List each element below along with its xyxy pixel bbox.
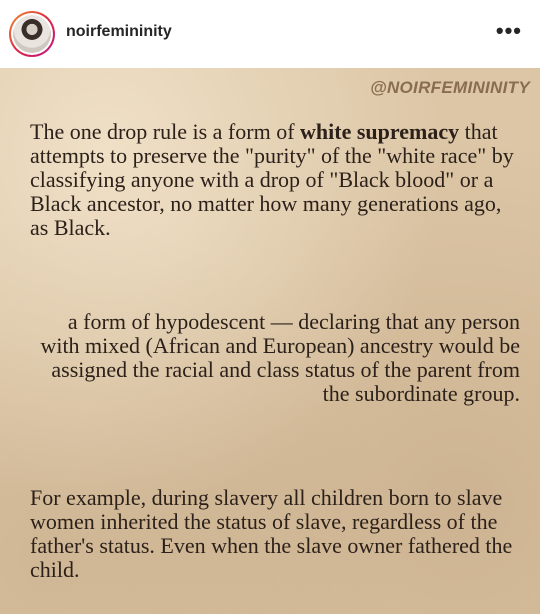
username-link[interactable]: noirfemininity [66, 23, 172, 40]
more-options-icon[interactable]: ••• [495, 18, 522, 43]
paragraph-one-rest: that attempts to preserve the "purity" of the "white race" by classifying anyone with a drop of "Black blood" or a Black ancestor, no matter how many generations ago, as Black. [30, 119, 514, 240]
profile-photo [13, 15, 51, 53]
paragraph-one-drop-rule [30, 120, 520, 240]
paragraph-hypodescent: a form of hypodescent — declaring that any person with mixed (African and European) ancestry would be assigned the racial and class status of the parent from the subordinate group. [40, 309, 520, 406]
paragraph-example: For example, during slavery all children born to slave women inherited the status of slave, regardless of the father's status. Even when the slave owner fathered the child. [30, 485, 513, 582]
avatar[interactable] [9, 11, 55, 57]
paragraph-one-bold: white supremacy [300, 119, 460, 144]
paragraph-one-intro: The one drop rule is a form of [30, 119, 301, 144]
post-header [0, 0, 540, 68]
watermark: @NOIRFEMININITY [370, 78, 530, 97]
post-image[interactable] [0, 68, 540, 614]
